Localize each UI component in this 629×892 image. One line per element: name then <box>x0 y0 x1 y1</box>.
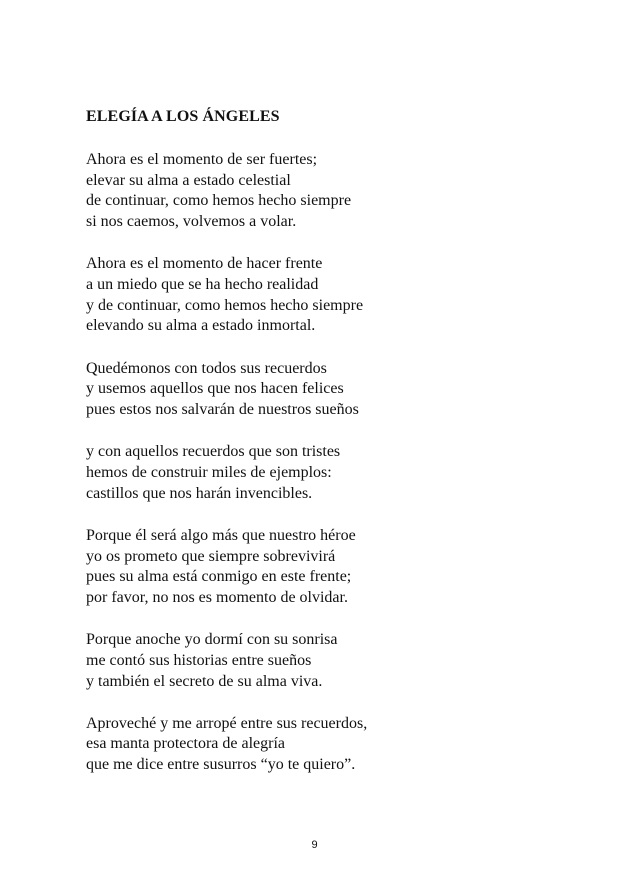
poem-line: esa manta protectora de alegría <box>86 735 285 753</box>
stanza-7 <box>86 714 566 776</box>
poem-line: y también el secreto de su alma viva. <box>86 672 323 690</box>
stanza-3 <box>86 359 566 421</box>
poem-line: elevando su alma a estado inmortal. <box>86 317 316 335</box>
poem-line: elevar su alma a estado celestial <box>86 171 291 189</box>
poem-line: de continuar, como hemos hecho siempre <box>86 192 352 210</box>
poem-line: pues estos nos salvarán de nuestros sueños <box>86 401 359 419</box>
poem-line: Aproveché y me arropé entre sus recuerdos, <box>86 714 368 732</box>
poem-line: hemos de construir miles de ejemplos: <box>86 463 332 481</box>
stanza-6 <box>86 630 566 692</box>
stanza-5 <box>86 526 566 609</box>
stanza-2 <box>86 254 566 337</box>
poem-line: que me dice entre susurros “yo te quiero”. <box>86 756 356 774</box>
stanza-4 <box>86 442 566 504</box>
poem-line: y usemos aquellos que nos hacen felices <box>86 380 344 398</box>
poem-line: Ahora es el momento de hacer frente <box>86 255 323 273</box>
poem-line: Ahora es el momento de ser fuertes; <box>86 151 318 168</box>
poem-line: Quedémonos con todos sus recuerdos <box>86 359 327 377</box>
poem-body <box>86 150 566 797</box>
poem-line: si nos caemos, volvemos a volar. <box>86 213 297 231</box>
poem-line: por favor, no nos es momento de olvidar. <box>86 588 348 606</box>
poem-line: a un miedo que se ha hecho realidad <box>86 276 319 294</box>
page-number: 9 <box>311 839 318 851</box>
poem-line: me contó sus historias entre sueños <box>86 651 312 669</box>
poem-line: pues su alma está conmigo en este frente; <box>86 568 352 586</box>
stanza-1 <box>86 150 566 233</box>
poem-line: castillos que nos harán invencibles. <box>86 484 313 502</box>
poem-line: Porque él será algo más que nuestro héroe <box>86 526 356 544</box>
poem-line: y de continuar, como hemos hecho siempre <box>86 296 364 314</box>
poem-line: y con aquellos recuerdos que son tristes <box>86 443 341 461</box>
poem-title: ELEGÍA A LOS ÁNGELES <box>86 108 280 125</box>
poem-line: Porque anoche yo dormí con su sonrisa <box>86 631 338 649</box>
poem-line: yo os prometo que siempre sobrevivirá <box>86 547 336 565</box>
